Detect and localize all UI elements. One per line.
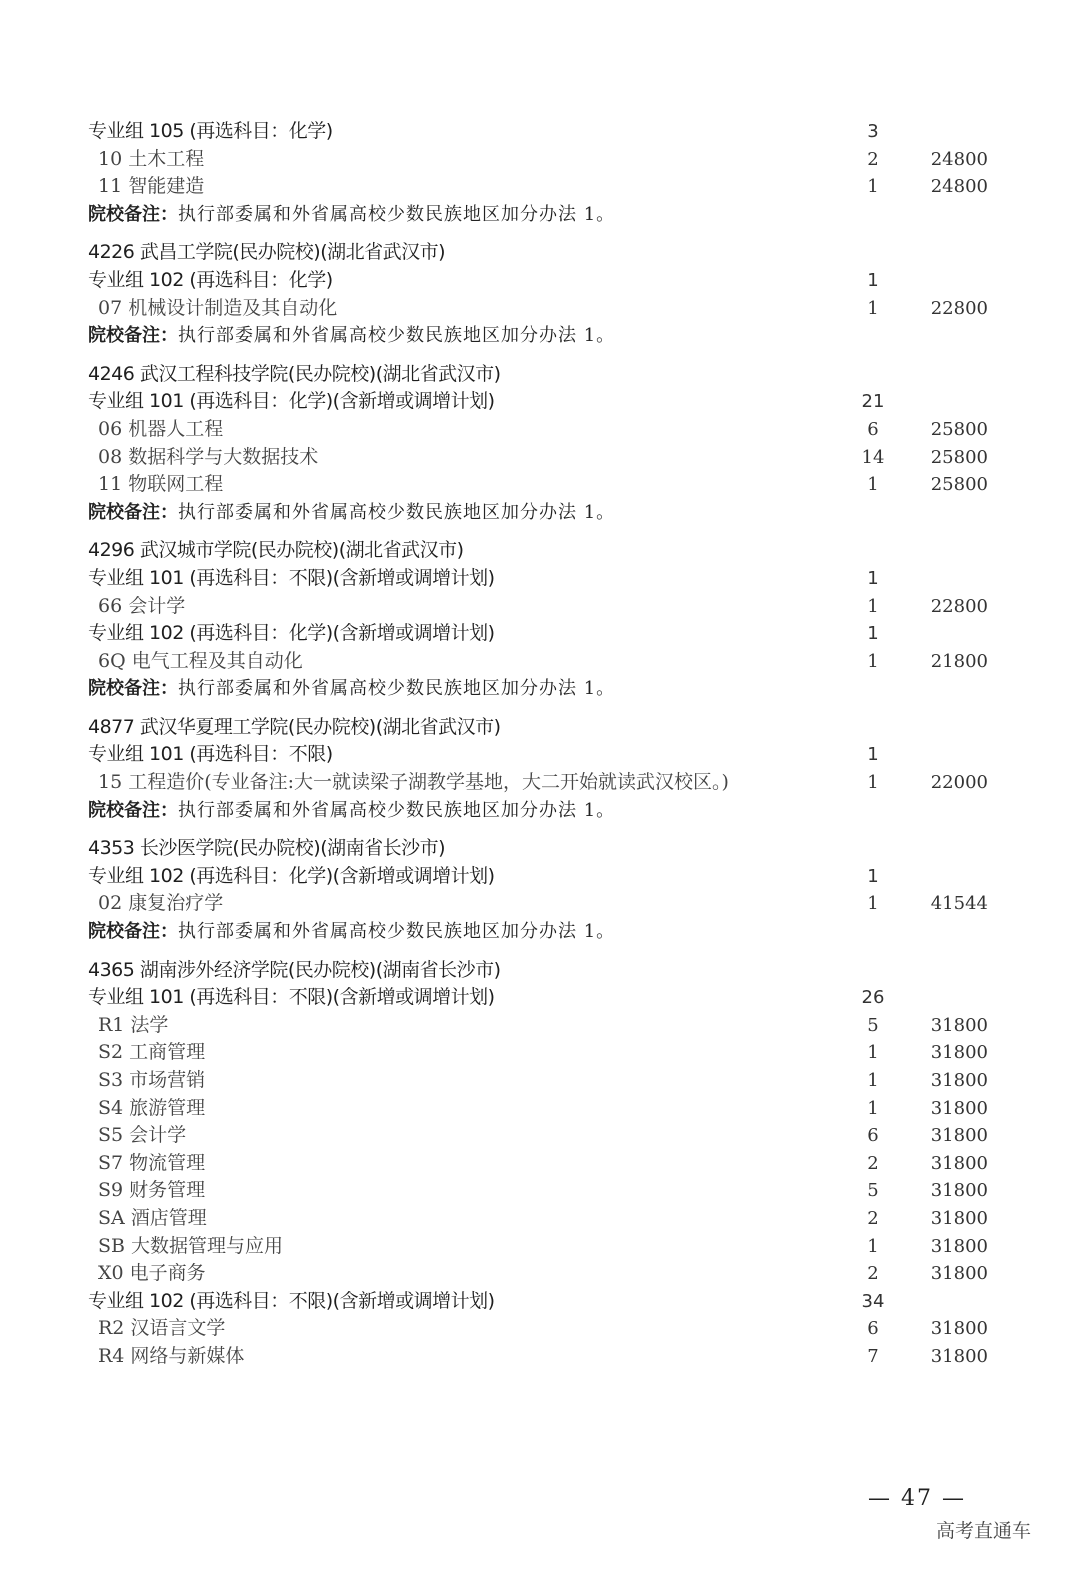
plan-count: 14 [861,446,885,468]
major-group-row [88,863,998,891]
tuition-fee: 22000 [930,772,988,794]
row-text: 66 会计学 [98,594,186,617]
tuition-fee: 31800 [930,1235,988,1257]
school-heading [88,537,998,565]
row-text: 11 物联网工程 [98,473,224,496]
tuition-fee: 24800 [930,148,988,170]
row-text: 专业组 101 (再选科目：不限)(含新增或调增计划) [88,986,495,1009]
page-number: — 47 — [868,1486,966,1511]
row-text: R2 汉语言文学 [98,1317,226,1340]
tuition-fee: 22800 [930,595,988,617]
major-row [88,1260,998,1288]
school-block [88,361,998,527]
major-group-row [88,984,998,1012]
major-group-row [88,267,998,295]
plan-count: 1 [867,297,879,319]
plan-count: 1 [867,474,879,496]
major-group-row [88,1288,998,1316]
major-group-row [88,118,998,146]
major-row [88,890,998,918]
row-text: 11 智能建造 [98,175,205,198]
row-text: 10 土木工程 [98,147,205,170]
plan-count: 1 [867,865,879,887]
plan-count: 1 [867,595,879,617]
plan-count: 1 [867,893,879,915]
plan-count: 1 [867,1235,879,1257]
school-note [88,201,998,229]
row-text: S2 工商管理 [98,1041,206,1064]
note-text-wrapper [88,675,848,703]
note-text: 执行部委属和外省属高校少数民族地区加分办法 1。 [178,501,616,523]
row-text: 专业组 105 (再选科目：化学) [88,120,333,142]
school-note [88,918,998,946]
tuition-fee: 31800 [930,1125,988,1147]
note-label: 院校备注： [88,921,178,943]
plan-count: 1 [867,744,879,766]
school-heading [88,835,998,863]
school-block [88,714,998,824]
tuition-fee: 31800 [930,1070,988,1091]
plan-count: 21 [861,391,885,413]
major-row [88,1177,998,1205]
plan-count: 2 [867,1152,879,1174]
school-block [88,118,998,228]
major-group-row [88,741,998,769]
note-text-wrapper [88,201,848,229]
major-row [88,648,998,676]
row-text: S3 市场营销 [98,1069,206,1091]
row-text: SB 大数据管理与应用 [98,1234,284,1257]
school-block [88,537,998,703]
watermark: 高考直通车 [936,1520,1032,1542]
plan-count: 2 [867,148,879,170]
note-label: 院校备注： [88,799,178,821]
row-text: X0 电子商务 [98,1262,206,1285]
tuition-fee: 25800 [930,446,988,468]
school-heading [88,957,998,985]
tuition-fee: 25800 [930,474,988,496]
tuition-fee: 21800 [930,650,988,672]
note-text: 执行部委属和外省属高校少数民族地区加分办法 1。 [178,921,616,943]
plan-count: 5 [867,1014,879,1036]
row-text: 08 数据科学与大数据技术 [98,445,319,468]
major-row [88,1012,998,1040]
row-text: 专业组 102 (再选科目：不限)(含新增或调增计划) [88,1289,495,1312]
row-text: 06 机器人工程 [98,417,224,440]
note-label: 院校备注： [88,203,178,225]
tuition-fee: 31800 [930,1345,988,1367]
row-text: 4296 武汉城市学院(民办院校)(湖北省武汉市) [88,539,464,562]
row-text: 15 工程造价(专业备注:大一就读梁子湖教学基地，大二开始就读武汉校区。) [98,771,729,794]
plan-count: 1 [867,567,879,589]
note-text-wrapper [88,797,848,825]
plan-count: 1 [867,1070,879,1091]
plan-count: 7 [867,1345,879,1367]
row-text: 专业组 102 (再选科目：化学)(含新增或调增计划) [88,622,495,645]
tuition-fee: 31800 [930,1152,988,1174]
row-text: 专业组 101 (再选科目：不限) [88,743,333,766]
school-block [88,835,998,945]
major-row [88,1233,998,1261]
note-label: 院校备注： [88,325,178,347]
tuition-fee: 31800 [930,1318,988,1340]
school-heading [88,714,998,742]
major-row [88,146,998,174]
major-row [88,1150,998,1178]
major-row [88,593,998,621]
row-text: 4353 长沙医学院(民办院校)(湖南省长沙市) [88,837,446,860]
tuition-fee: 31800 [930,1207,988,1229]
plan-count: 1 [867,176,879,198]
school-note [88,675,998,703]
row-text: S7 物流管理 [98,1151,206,1174]
plan-count: 34 [861,1290,885,1312]
tuition-fee: 41544 [930,893,988,915]
plan-count: 1 [867,623,879,645]
note-text: 执行部委属和外省属高校少数民族地区加分办法 1。 [178,799,616,821]
major-row [88,1095,998,1123]
tuition-fee: 22800 [930,297,988,319]
school-heading [88,361,998,389]
school-heading [88,239,998,267]
plan-count: 5 [867,1180,879,1202]
row-text: 4246 武汉工程科技学院(民办院校)(湖北省武汉市) [88,362,501,385]
row-text: 专业组 102 (再选科目：化学) [88,268,333,291]
school-block [88,239,998,349]
plan-count: 6 [867,1125,879,1147]
admission-plan-list [88,118,998,1371]
note-label: 院校备注： [88,678,178,700]
major-row [88,295,998,323]
note-text: 执行部委属和外省属高校少数民族地区加分办法 1。 [178,678,616,700]
row-text: 07 机械设计制造及其自动化 [98,296,338,319]
row-text: 专业组 101 (再选科目：不限)(含新增或调增计划) [88,566,495,589]
tuition-fee: 25800 [930,418,988,440]
tuition-fee: 24800 [930,176,988,198]
tuition-fee: 31800 [930,1097,988,1119]
school-note [88,499,998,527]
major-row [88,471,998,499]
plan-count: 1 [867,1042,879,1064]
plan-count: 3 [867,121,879,142]
row-text: S9 财务管理 [98,1179,206,1202]
row-text: R4 网络与新媒体 [98,1344,245,1367]
row-text: 6Q 电气工程及其自动化 [98,649,303,672]
major-row [88,1343,998,1371]
note-text: 执行部委属和外省属高校少数民族地区加分办法 1。 [178,325,616,347]
note-text: 执行部委属和外省属高校少数民族地区加分办法 1。 [178,203,616,225]
plan-count: 2 [867,1263,879,1285]
major-row [88,1122,998,1150]
plan-count: 1 [867,650,879,672]
plan-count: 1 [867,1097,879,1119]
row-text: S4 旅游管理 [98,1096,206,1119]
major-group-row [88,388,998,416]
plan-count: 1 [867,269,879,291]
note-text-wrapper [88,322,848,350]
major-row [88,1315,998,1343]
row-text: 4365 湖南涉外经济学院(民办院校)(湖南省长沙市) [88,958,501,981]
major-group-row [88,620,998,648]
school-block [88,957,998,1371]
tuition-fee: 31800 [930,1263,988,1285]
major-row [88,1039,998,1067]
row-text: R1 法学 [98,1013,169,1036]
major-group-row [88,565,998,593]
row-text: SA 酒店管理 [98,1206,207,1229]
tuition-fee: 31800 [930,1180,988,1202]
school-note [88,322,998,350]
school-note [88,797,998,825]
major-row [88,1205,998,1233]
major-row [88,416,998,444]
major-row [88,173,998,201]
row-text: 4226 武昌工学院(民办院校)(湖北省武汉市) [88,241,446,264]
major-row [88,769,998,797]
note-text-wrapper [88,918,848,946]
note-text-wrapper [88,499,848,527]
major-row [88,1067,998,1095]
plan-count: 26 [861,987,885,1009]
row-text: 专业组 101 (再选科目：化学)(含新增或调增计划) [88,390,495,413]
row-text: 专业组 102 (再选科目：化学)(含新增或调增计划) [88,864,495,887]
plan-count: 1 [867,772,879,794]
plan-count: 2 [867,1207,879,1229]
plan-count: 6 [867,1318,879,1340]
row-text: S5 会计学 [98,1124,187,1147]
tuition-fee: 31800 [930,1014,988,1036]
row-text: 02 康复治疗学 [98,892,224,915]
tuition-fee: 31800 [930,1042,988,1064]
note-label: 院校备注： [88,501,178,523]
plan-count: 6 [867,418,879,440]
row-text: 4877 武汉华夏理工学院(民办院校)(湖北省武汉市) [88,715,501,738]
major-row [88,444,998,472]
